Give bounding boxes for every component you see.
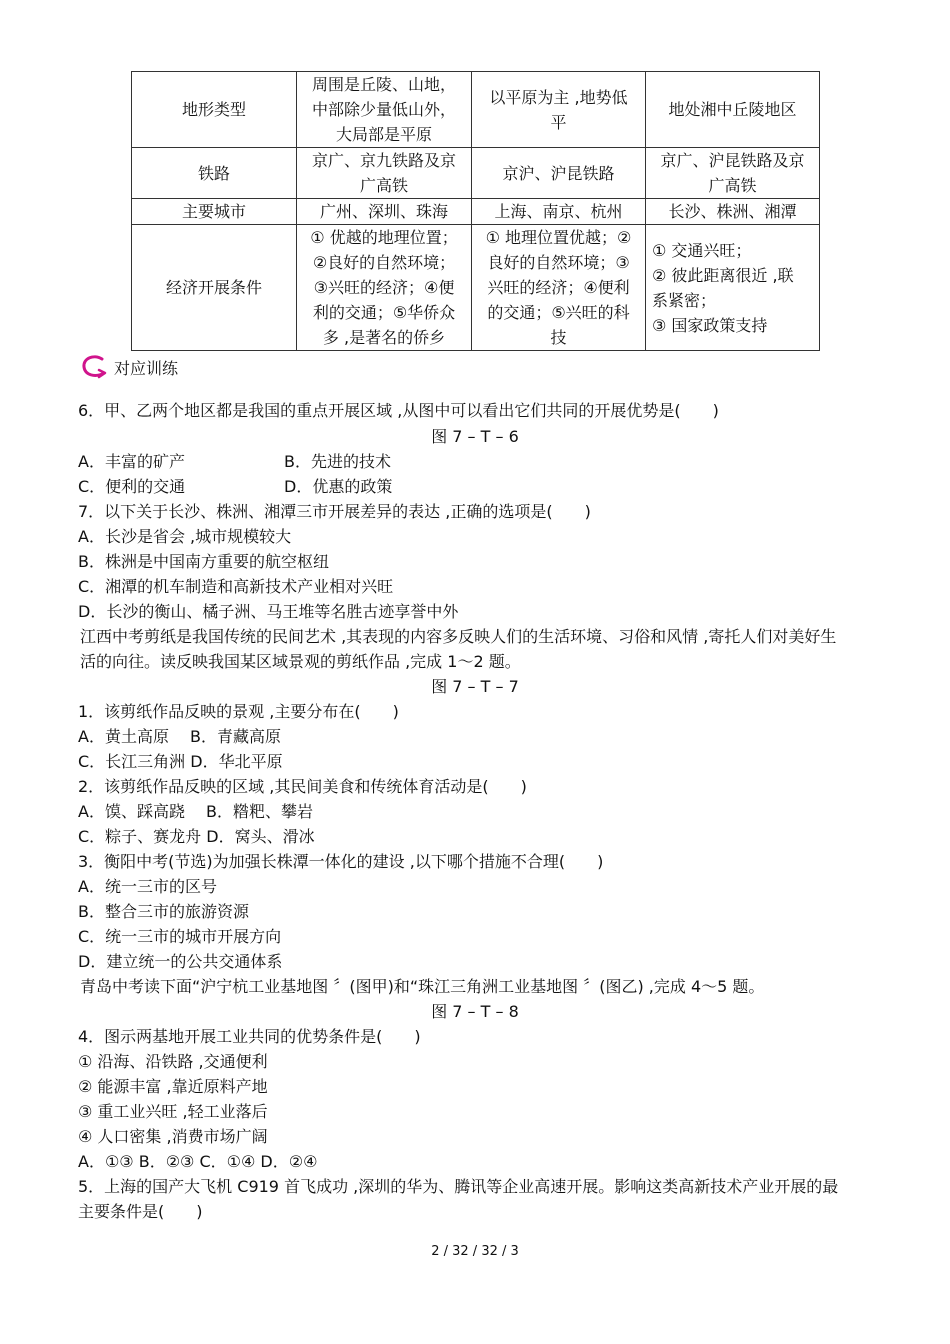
option-b: B．先进的技术 [284, 452, 391, 471]
question-3-stem: 3．衡阳中考(节选)为加强长株潭一体化的建设 ,以下哪个措施不合理( ) [78, 852, 604, 871]
question-6-stem: 6．甲、乙两个地区都是我国的重点开展区域 ,从图中可以看出它们共同的开展优势是( ) [78, 401, 719, 420]
options-ab: A．黄土高原 B．青藏高原 [78, 727, 282, 746]
option-b: B．整合三市的旅游资源 [78, 902, 249, 921]
section-header [80, 352, 178, 382]
option-c: C．统一三市的城市开展方向 [78, 927, 282, 946]
table-cell: 以平原为主 ,地势低 平 [472, 72, 646, 148]
option-c: C．便利的交通 [78, 477, 186, 496]
row-label: 经济开展条件 [132, 225, 297, 351]
question-1-stem: 1．该剪纸作品反映的景观 ,主要分布在( ) [78, 702, 399, 721]
table-row [132, 148, 820, 199]
table-row [132, 72, 820, 148]
option-b: B．株洲是中国南方重要的航空枢纽 [78, 552, 329, 571]
question-5-stem-cont: 主要条件是( ) [78, 1202, 203, 1221]
statement-2: ② 能源丰富 ,靠近原料产地 [78, 1077, 268, 1096]
options-cd: C．长江三角洲 D．华北平原 [78, 752, 283, 771]
option-d: D．长沙的衡山、橘子洲、马王堆等名胜古迹享誉中外 [78, 602, 459, 621]
figure-caption-6: 图 7 – T – 6 [431, 427, 519, 446]
option-a: A．丰富的矿产 [78, 452, 185, 471]
page-number: 2 / 32 / 32 / 3 [431, 1244, 519, 1259]
comparison-table [131, 71, 820, 351]
statement-1: ① 沿海、沿铁路 ,交通便利 [78, 1052, 268, 1071]
section-title: 对应训练 [114, 358, 179, 378]
table-cell: 周围是丘陵、山地， 中部除少量低山外， 大局部是平原 [297, 72, 472, 148]
option-d: D．优惠的政策 [284, 477, 393, 496]
row-label: 地形类型 [132, 72, 297, 148]
option-d: D．建立统一的公共交通体系 [78, 952, 283, 971]
question-7-stem: 7．以下关于长沙、株洲、湘潭三市开展差异的表达 ,正确的选项是( ) [78, 502, 591, 521]
table-cell: 长沙、株洲、湘潭 [646, 199, 820, 225]
row-label: 主要城市 [132, 199, 297, 225]
row-label: 铁路 [132, 148, 297, 199]
table-cell: ① 地理位置优越；② 良好的自然环境；③ 兴旺的经济；④便利 的交通；⑤兴旺的科 技 [472, 225, 646, 351]
figure-caption-8: 图 7 – T – 8 [431, 1002, 519, 1021]
table-cell: ① 优越的地理位置； ②良好的自然环境； ③兴旺的经济；④便 利的交通；⑤华侨众 多 ,是著名的侨乡 [297, 225, 472, 351]
table-cell: 京沪、沪昆铁路 [472, 148, 646, 199]
question-4-stem: 4．图示两基地开展工业共同的优势条件是( ) [78, 1027, 421, 1046]
statement-3: ③ 重工业兴旺 ,轻工业落后 [78, 1102, 268, 1121]
answer-options: A．①③ B．②③ C．①④ D．②④ [78, 1152, 318, 1171]
options-ab: A．馍、踩高跷 B．糌粑、攀岩 [78, 802, 314, 821]
option-a: A．长沙是省会 ,城市规模较大 [78, 527, 292, 546]
table-cell: 上海、南京、杭州 [472, 199, 646, 225]
question-5-stem: 5．上海的国产大飞机 C919 首飞成功 ,深圳的华为、腾讯等企业高速开展。影响这类高新技术产业开展的最 [78, 1177, 839, 1196]
table-cell: 广州、深圳、珠海 [297, 199, 472, 225]
statement-4: ④ 人口密集 ,消费市场广阔 [78, 1127, 268, 1146]
intro-paragraph: 青岛中考读下面“沪宁杭工业基地图 〞(图甲)和“珠江三角洲工业基地图 〞(图乙) ,完成 4～5 题。 [80, 977, 765, 996]
table-row [132, 225, 820, 351]
table-cell: 地处湘中丘陵地区 [646, 72, 820, 148]
figure-caption-7: 图 7 – T – 7 [431, 677, 519, 696]
table-cell: 京广、京九铁路及京 广高铁 [297, 148, 472, 199]
table-row [132, 199, 820, 225]
curved-arrow-icon [80, 353, 110, 381]
intro-paragraph: 江西中考剪纸是我国传统的民间艺术 ,其表现的内容多反映人们的生活环境、习俗和风情 ,寄托人们对美好生 活的向往。读反映我国某区域景观的剪纸作品 ,完成 1～2 题。 [80, 627, 837, 671]
options-cd: C．粽子、赛龙舟 D．窝头、滑冰 [78, 827, 315, 846]
option-c: C．湘潭的机车制造和高新技术产业相对兴旺 [78, 577, 394, 596]
question-2-stem: 2．该剪纸作品反映的区域 ,其民间美食和传统体育活动是( ) [78, 777, 527, 796]
option-a: A．统一三市的区号 [78, 877, 217, 896]
table-cell: ① 交通兴旺； ② 彼此距离很近 ,联 系紧密； ③ 国家政策支持 [646, 225, 820, 351]
table-cell: 京广、沪昆铁路及京 广高铁 [646, 148, 820, 199]
